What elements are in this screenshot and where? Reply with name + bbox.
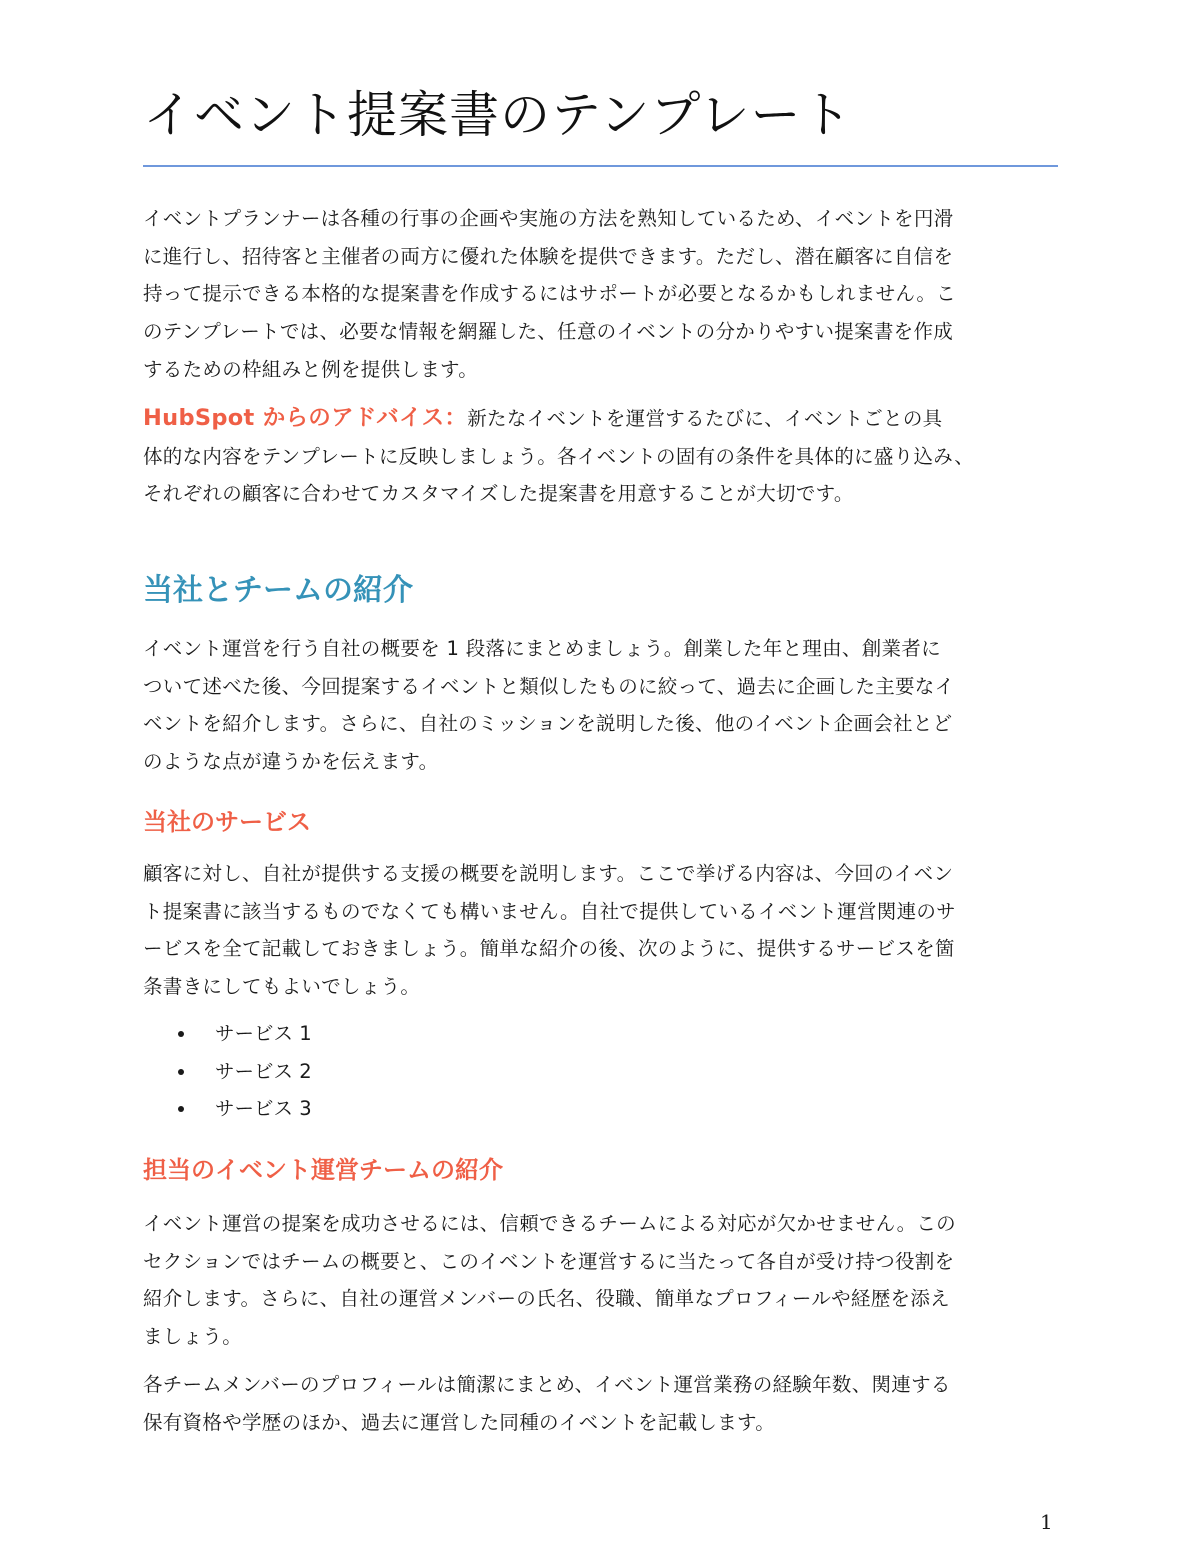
section-heading-services: 当社のサービス — [143, 808, 311, 836]
team-line: 各チームメンバーのプロフィールは簡潔にまとめ、イベント運営業務の経験年数、関連する — [143, 1373, 951, 1396]
team-line: 紹介します。さらに、自社の運営メンバーの氏名、役職、簡単なプロフィールや経歴を添え — [143, 1287, 950, 1311]
services-line: ト提案書に該当するものでなくても構いません。自社で提供しているイベント運営関連のサ — [143, 899, 956, 923]
team-paragraph-1 — [143, 1205, 1058, 1356]
bullet-icon — [178, 1069, 184, 1075]
service-item-label: サービス 1 — [215, 1022, 312, 1045]
about-line: イベント運営を行う自社の概要を 1 段落にまとめましょう。創業した年と理由、創業者に — [143, 637, 941, 660]
advice-line: 体的な内容をテンプレートに反映しましょう。各イベントの固有の条件を具体的に盛り込み、 — [143, 444, 975, 468]
document-title: イベント提案書のテンプレート — [143, 86, 853, 144]
team-paragraph-2 — [143, 1366, 1058, 1441]
about-line: のような点が違うかを伝えます。 — [143, 750, 439, 774]
advice-line: それぞれの顧客に合わせてカスタマイズした提案書を用意することが大切です。 — [143, 482, 854, 506]
bullet-icon — [178, 1031, 184, 1037]
list-item — [143, 1053, 312, 1091]
services-line: ービスを全て記載しておきましょう。簡単な紹介の後、次のように、提供するサービスを箇 — [143, 937, 955, 961]
title-divider — [143, 165, 1058, 167]
service-item-label: サービス 3 — [215, 1097, 312, 1120]
services-line: 顧客に対し、自社が提供する支援の概要を説明します。ここで挙げる内容は、今回のイベン — [143, 862, 954, 885]
service-item-label: サービス 2 — [215, 1059, 312, 1083]
section-heading-about: 当社とチームの紹介 — [143, 573, 413, 608]
about-line: ついて述べた後、今回提案するイベントと類似したものに絞って、過去に企画した主要なイ — [143, 674, 955, 698]
about-paragraph — [143, 630, 1058, 781]
services-bullet-list — [143, 1015, 312, 1128]
team-line: 保有資格や学歴のほか、過去に運営した同種のイベントを記載します。 — [143, 1410, 776, 1434]
list-item — [143, 1090, 312, 1128]
advice-label: HubSpot からのアドバイス： — [143, 405, 468, 431]
intro-line: するための枠組みと例を提供します。 — [143, 357, 479, 381]
intro-line: のテンプレートでは、必要な情報を網羅した、任意のイベントの分かりやすい提案書を作成 — [143, 320, 954, 344]
team-line: イベント運営の提案を成功させるには、信頼できるチームによる対応が欠かせません。この — [143, 1212, 956, 1235]
bullet-icon — [178, 1106, 184, 1112]
list-item — [143, 1015, 312, 1053]
intro-paragraph — [143, 200, 1058, 389]
intro-line: 持って提示できる本格的な提案書を作成するにはサポートが必要となるかもしれません。こ — [143, 282, 956, 306]
about-line: ベントを紹介します。さらに、自社のミッションを説明した後、他のイベント企画会社とど — [143, 712, 953, 736]
team-line: ましょう。 — [143, 1325, 243, 1349]
team-line: セクションではチームの概要と、このイベントを運営するに当たって各自が受け持つ役割を — [143, 1249, 955, 1273]
advice-line — [143, 400, 1073, 438]
section-heading-team: 担当のイベント運営チームの紹介 — [143, 1156, 503, 1184]
intro-line: に進行し、招待客と主催者の両方に優れた体験を提供できます。ただし、潜在顧客に自信を — [143, 244, 954, 268]
advice-text: 新たなイベントを運営するたびに、イベントごとの具 — [467, 407, 943, 430]
services-paragraph — [143, 855, 1058, 1006]
services-line: 条書きにしてもよいでしょう。 — [143, 975, 421, 999]
intro-line: イベントプランナーは各種の行事の企画や実施の方法を熟知しているため、イベントを円滑 — [143, 207, 954, 230]
page-number: 1 — [1040, 1510, 1053, 1534]
advice-callout — [143, 400, 1073, 513]
